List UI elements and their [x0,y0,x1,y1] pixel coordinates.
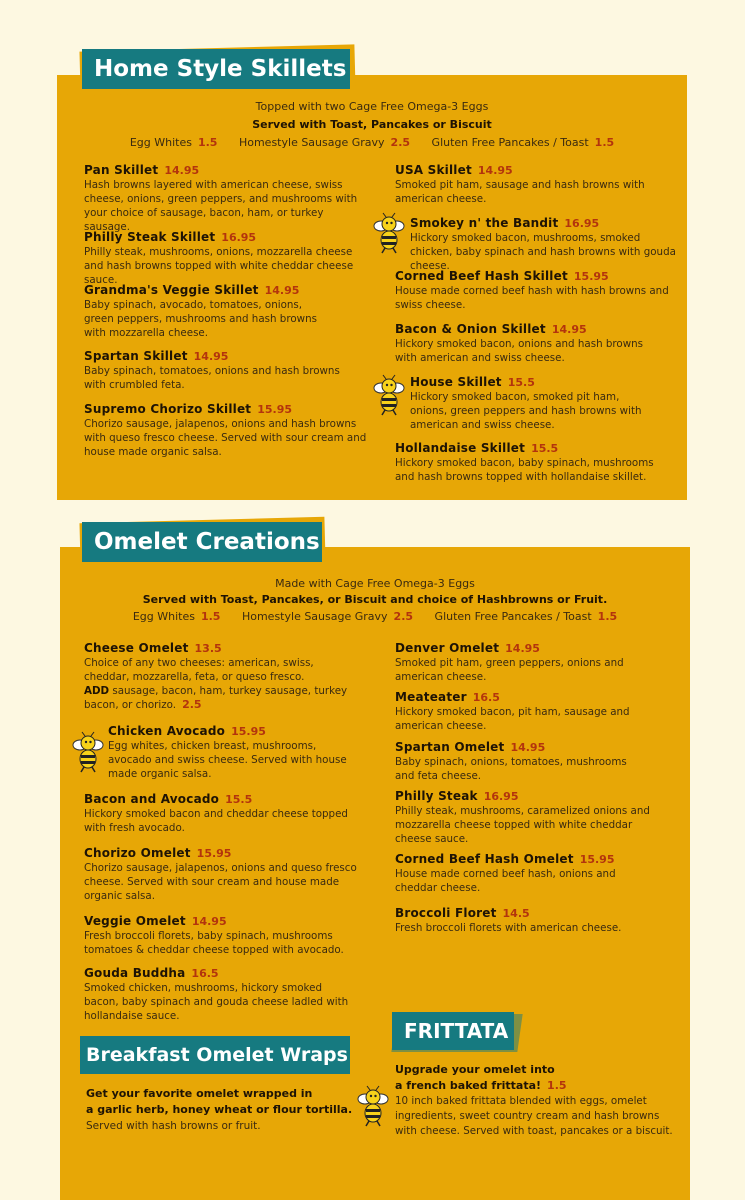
add-label: ADD [84,685,110,697]
addon-label: Egg Whites [129,136,192,149]
wraps-line2: a garlic herb, honey wheat or flour tortilla. [86,1103,353,1116]
item-price: 15.95 [257,403,293,416]
item-name: Meateater [395,690,467,704]
item-desc: Baby spinach, tomatoes, onions and hash browns with crumbled feta. [84,365,340,391]
item-price: 15.95 [231,725,266,738]
addon-label: Homestyle Sausage Gravy [241,610,388,623]
menu-item [84,966,359,1023]
item-name: Bacon and Avocado [84,792,220,806]
item-name: Corned Beef Hash Omelet [395,852,574,866]
menu-item [395,322,660,365]
omelets-header [82,522,322,562]
skillets-addons [57,136,687,149]
item-desc: Fresh broccoli florets with american cheese. [395,922,622,934]
addon-label: Gluten Free Pancakes / Toast [431,136,589,149]
item-desc: Hickory smoked bacon and cheddar cheese topped with fresh avocado. [84,808,348,834]
bee-mascot-icon [356,1085,390,1127]
frittata-line2: a french baked frittata! [395,1079,542,1092]
item-name: USA Skillet [395,163,472,177]
wraps-desc [86,1086,356,1134]
item-name: Smokey n' the Bandit [410,216,559,230]
item-desc: Smoked pit ham, sausage and hash browns with american cheese. [395,179,645,205]
item-price: 13.5 [194,642,222,655]
item-name: Supremo Chorizo Skillet [84,402,252,416]
menu-item [395,690,635,733]
omelets-title: Omelet Creations [94,529,320,555]
item-price: 14.5 [502,907,530,920]
menu-item [395,852,635,895]
item-desc: Smoked pit ham, green peppers, onions and american cheese. [395,657,624,683]
menu-item [395,789,670,846]
addon-price: 1.5 [594,136,615,149]
item-price: 14.95 [193,350,229,363]
addon-price: 1.5 [197,136,218,149]
addon-label: Gluten Free Pancakes / Toast [434,610,592,623]
omelets-subtitle: Made with Cage Free Omega-3 Eggs [275,577,475,590]
item-name: Corned Beef Hash Skillet [395,269,568,283]
item-add [84,684,349,712]
item-name: Pan Skillet [84,163,159,177]
item-price: 15.95 [573,270,609,283]
item-name: Veggie Omelet [84,914,186,928]
menu-item [395,163,665,206]
menu-item [84,792,364,835]
menu-item [84,846,369,903]
item-desc: Chorizo sausage, jalapenos, onions and hash browns with queso fresco cheese. Served with sour cream and house made organic salsa. [84,418,367,458]
add-text: sausage, bacon, ham, turkey sausage, turkey bacon, or chorizo. [84,685,348,711]
frittata-body: 10 inch baked frittata blended with eggs, omelet ingredients, sweet country cream and hash browns with cheese. Served with toast, pancakes or a biscuit. [395,1095,673,1137]
wraps-line1: Get your favorite omelet wrapped in [86,1087,313,1100]
item-name: Bacon & Onion Skillet [395,322,546,336]
menu-item [84,402,369,459]
item-name: Chicken Avocado [108,724,226,738]
item-desc: Baby spinach, avocado, tomatoes, onions, green peppers, mushrooms and hash browns with mozzarella cheese. [84,299,317,339]
item-name: Philly Steak Skillet [84,230,216,244]
menu-item [84,230,369,287]
item-name: Chorizo Omelet [84,846,191,860]
item-price: 14.95 [164,164,200,177]
item-desc: Hash browns layered with american cheese, swiss cheese, onions, green peppers, and mushrooms with your choice of sausage, bacon, ham, or turkey sausage. [84,179,358,233]
item-desc: Fresh broccoli florets, baby spinach, mushrooms tomatoes & cheddar cheese topped with avocado. [84,930,344,956]
item-desc: Philly steak, mushrooms, caramelized onions and mozzarella cheese topped with white cheddar cheese sauce. [395,805,650,845]
skillets-title: Home Style Skillets [94,56,347,82]
item-price: 14.95 [505,642,540,655]
item-name: Hollandaise Skillet [395,441,526,455]
addon-price: 1.5 [200,610,221,623]
item-desc: House made corned beef hash with hash browns and swiss cheese. [395,285,669,311]
item-desc: Hickory smoked bacon, pit ham, sausage and american cheese. [395,706,630,732]
menu-item [395,740,635,783]
bee-mascot-icon [71,731,105,773]
item-desc: Chorizo sausage, jalapenos, onions and queso fresco cheese. Served with sour cream and house made organic salsa. [84,862,357,902]
item-price: 15.5 [507,376,535,389]
item-desc: Hickory smoked bacon, smoked pit ham, onions, green peppers and hash browns with american and swiss cheese. [410,391,642,431]
bee-mascot-icon [372,212,406,254]
skillets-header [82,49,350,89]
frittata-line1: Upgrade your omelet into [395,1063,555,1076]
item-desc: Smoked chicken, mushrooms, hickory smoked bacon, baby spinach and gouda cheese ladled with hollandaise sauce. [84,982,349,1022]
item-price: 14.95 [551,323,587,336]
wraps-title: Breakfast Omelet Wraps [86,1044,348,1066]
skillets-subtitle: Topped with two Cage Free Omega-3 Eggs [255,100,489,113]
item-price: 14.95 [477,164,513,177]
omelets-served: Served with Toast, Pancakes, or Biscuit and choice of Hashbrowns or Fruit. [142,593,608,606]
item-desc: Baby spinach, onions, tomatoes, mushrooms and feta cheese. [395,756,627,782]
item-name: Grandma's Veggie Skillet [84,283,259,297]
item-price: 15.5 [531,442,559,455]
addon-label: Egg Whites [132,610,195,623]
menu-item [395,906,675,935]
item-name: Spartan Skillet [84,349,188,363]
addon-price: 2.5 [393,610,414,623]
item-desc: Hickory smoked bacon, baby spinach, mushrooms and hash browns topped with hollandaise skillet. [395,457,654,483]
addon-price: 1.5 [597,610,618,623]
menu-item [84,914,359,957]
item-price: 15.95 [579,853,615,866]
item-price: 15.95 [196,847,232,860]
item-price: 14.95 [264,284,300,297]
menu-item [84,641,349,712]
menu-item [84,283,334,340]
item-name: Denver Omelet [395,641,500,655]
item-desc: Hickory smoked bacon, onions and hash browns with american and swiss cheese. [395,338,644,364]
item-price: 16.95 [564,217,600,230]
skillets-served: Served with Toast, Pancakes or Biscuit [252,118,492,131]
item-name: Broccoli Floret [395,906,497,920]
menu-item [410,216,678,273]
menu-item [395,641,635,684]
menu-item [395,441,675,484]
item-price: 15.5 [225,793,253,806]
item-desc: Philly steak, mushrooms, onions, mozzarella cheese and hash browns topped with white cheddar cheese sauce. [84,246,354,286]
addon-label: Homestyle Sausage Gravy [238,136,385,149]
add-price: 2.5 [182,698,202,711]
item-price: 16.95 [221,231,257,244]
item-price: 14.95 [191,915,227,928]
menu-item [84,163,369,234]
item-desc: Egg whites, chicken breast, mushrooms, avocado and swiss cheese. Served with house made organic salsa. [108,740,347,780]
item-name: House Skillet [410,375,502,389]
item-price: 16.5 [472,691,500,704]
item-name: Gouda Buddha [84,966,186,980]
item-price: 16.5 [191,967,219,980]
item-price: 14.95 [510,741,546,754]
frittata-price: 1.5 [547,1079,567,1092]
menu-item [84,349,349,392]
item-name: Cheese Omelet [84,641,189,655]
wraps-header [80,1036,350,1074]
wraps-line3: Served with hash browns or fruit. [86,1120,261,1132]
frittata-title: FRITTATA [404,1019,509,1043]
item-name: Spartan Omelet [395,740,505,754]
item-price: 16.95 [483,790,519,803]
menu-item [108,724,358,781]
item-desc: Choice of any two cheeses: american, swiss, cheddar, mozzarella, feta, or queso fresco. [84,657,314,683]
item-desc: House made corned beef hash, onions and cheddar cheese. [395,868,616,894]
menu-item [410,375,655,432]
addon-price: 2.5 [390,136,411,149]
item-name: Philly Steak [395,789,478,803]
frittata-desc [395,1062,675,1139]
item-desc: Hickory smoked bacon, mushrooms, smoked chicken, baby spinach and hash browns with gouda cheese. [410,232,676,272]
bee-mascot-icon [372,374,406,416]
omelets-addons [60,610,690,623]
frittata-header [392,1012,514,1050]
menu-item [395,269,680,312]
